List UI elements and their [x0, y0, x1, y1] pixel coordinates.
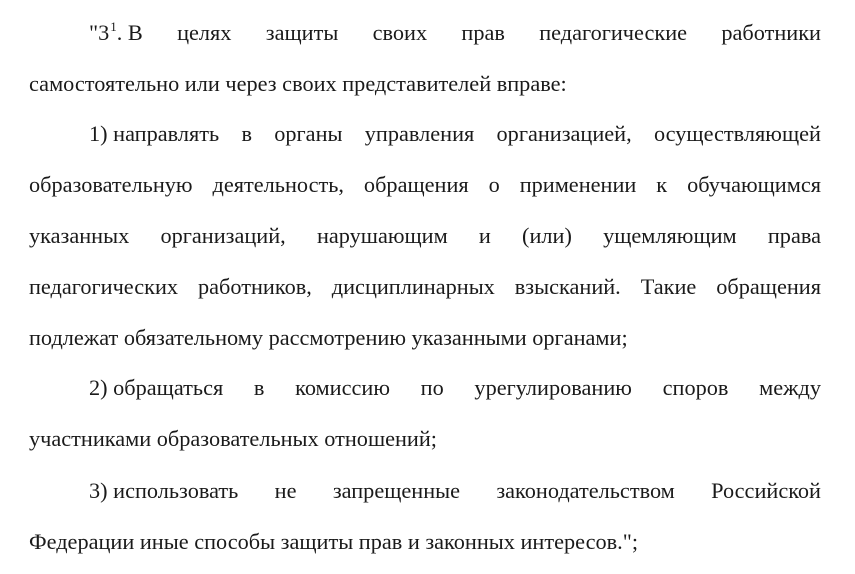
word: педагогические	[539, 20, 688, 45]
paragraph-3-1-line-1	[89, 18, 821, 48]
footnote-superscript: 1	[110, 19, 117, 34]
word: органы	[274, 121, 343, 146]
word: образовательную	[29, 172, 193, 197]
item-1-line-3	[29, 221, 821, 251]
word: права	[767, 223, 821, 248]
word: работники	[721, 20, 821, 45]
word: работников,	[198, 274, 312, 299]
word: между	[759, 375, 821, 400]
word: в	[241, 121, 252, 146]
word: взысканий.	[514, 274, 621, 299]
word: обращения	[716, 274, 821, 299]
paragraph-3-1-line-2: самостоятельно или через своих представителей вправе:	[29, 71, 567, 96]
item-2-line-2: участниками образовательных отношений;	[29, 426, 437, 451]
word: Такие	[640, 274, 697, 299]
word: 2) обращаться	[89, 375, 224, 400]
word: своих	[372, 20, 428, 45]
word: не	[274, 478, 297, 503]
word: обращения	[363, 172, 469, 197]
word: по	[420, 375, 444, 400]
word: в	[253, 375, 265, 400]
word: о	[488, 172, 500, 197]
item-1-line-4	[29, 272, 821, 302]
word: обучающимся	[687, 172, 821, 197]
word: "3$^1$. В	[89, 19, 143, 45]
word: осуществляющей	[653, 121, 821, 146]
item-3-line-1	[89, 476, 821, 506]
word: организаций,	[160, 223, 286, 248]
word: законодательством	[496, 478, 675, 503]
word: комиссию	[295, 375, 390, 400]
word: деятельность,	[212, 172, 344, 197]
word: указанных	[29, 223, 130, 248]
word: Российской	[711, 478, 821, 503]
item-1-line-1	[89, 119, 821, 149]
word: дисциплинарных	[331, 274, 495, 299]
item-1-line-2	[29, 170, 821, 200]
item-2-line-1	[89, 373, 821, 403]
word: прав	[461, 20, 505, 45]
word: 1) направлять	[89, 121, 220, 146]
word: педагогических	[29, 274, 179, 299]
word: нарушающим	[316, 223, 448, 248]
item-3-line-2: Федерации иные способы защиты прав и законных интересов.";	[29, 529, 639, 554]
word: споров	[662, 375, 729, 400]
word: управления	[364, 121, 475, 146]
word: (или)	[522, 223, 572, 248]
word: и	[478, 223, 491, 248]
word: 3) использовать	[89, 478, 239, 503]
word: применении	[519, 172, 637, 197]
word: защиты	[265, 20, 339, 45]
item-1-line-5: подлежат обязательному рассмотрению указанными органами;	[29, 325, 628, 350]
word: к	[656, 172, 668, 197]
word: запрещенные	[332, 478, 461, 503]
word: ущемляющим	[603, 223, 737, 248]
word: урегулированию	[474, 375, 632, 400]
word: организацией,	[496, 121, 632, 146]
word: целях	[177, 20, 232, 45]
